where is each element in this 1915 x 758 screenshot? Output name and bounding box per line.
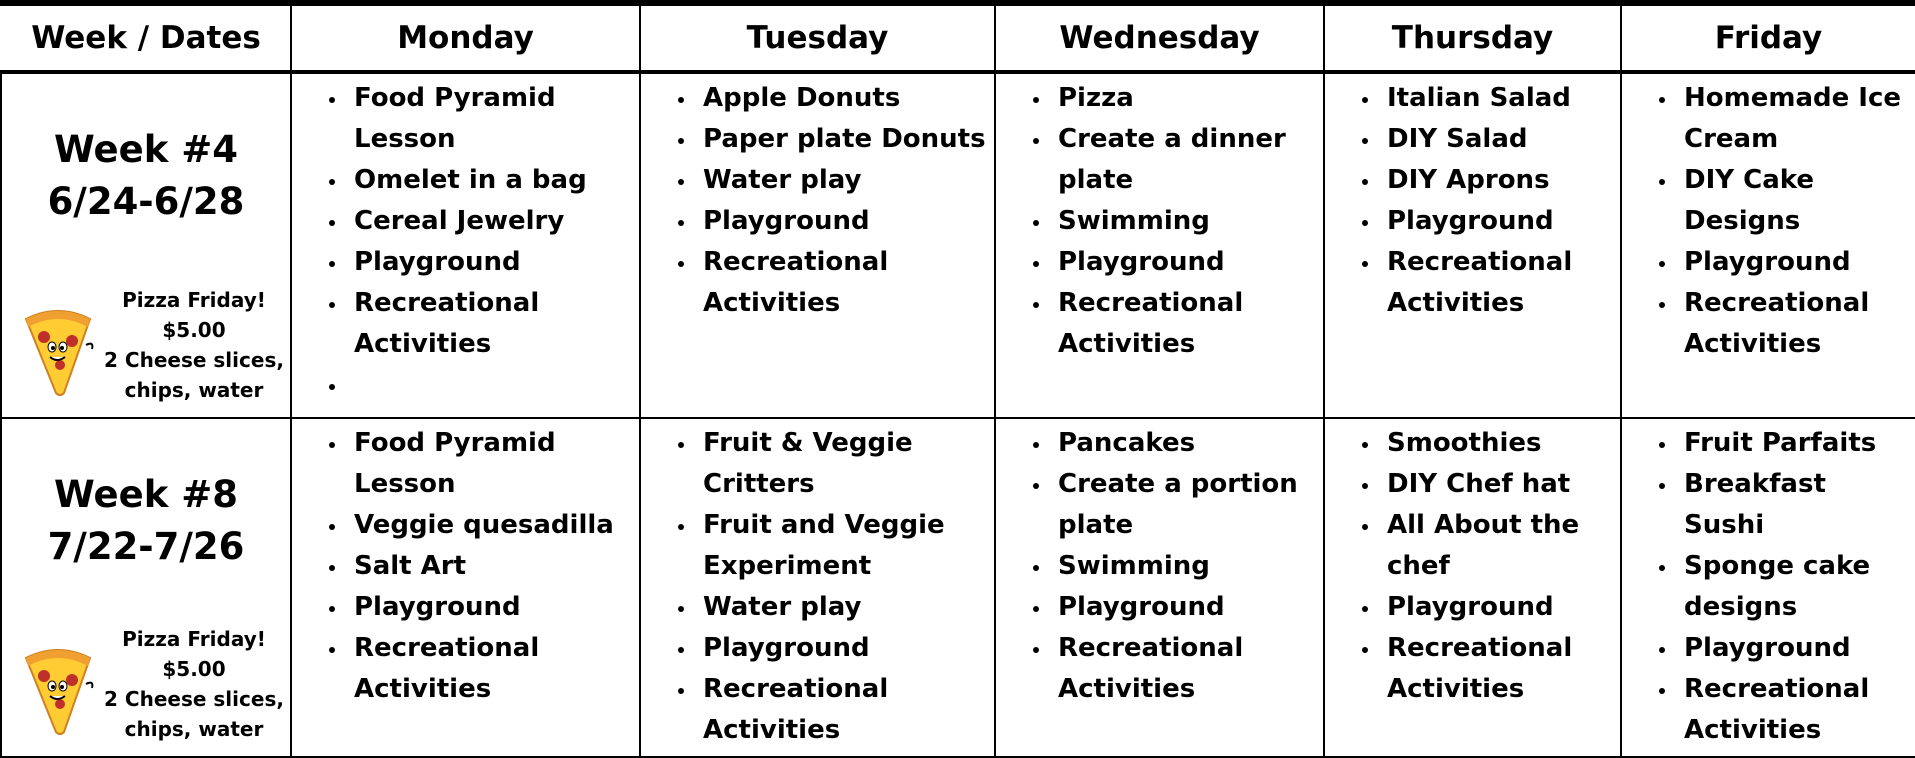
pizza-friday-note — [20, 279, 290, 411]
activity-item: • Italian Salad — [1381, 78, 1620, 119]
activity-item: • Swimming — [1052, 201, 1323, 242]
activity-item: • Recreational Activities — [1678, 669, 1915, 751]
activity-item: • Playground — [1678, 628, 1915, 669]
activity-item: • Playground — [697, 628, 994, 669]
activity-item: • Cereal Jewelry — [348, 201, 639, 242]
activity-list — [292, 423, 639, 710]
pizza-friday-note — [20, 618, 290, 750]
activity-item: • Playground — [1381, 201, 1620, 242]
activity-item: • Smoothies — [1381, 423, 1620, 464]
header-week-dates: Week / Dates — [1, 3, 291, 72]
week-row — [1, 72, 1915, 417]
week-cell — [1, 418, 291, 757]
activity-item: • DIY Aprons — [1381, 160, 1620, 201]
activity-item: • Salt Art — [348, 546, 639, 587]
activity-item: • Pizza — [1052, 78, 1323, 119]
activity-item: • Recreational Activities — [1381, 628, 1620, 710]
header-thursday: Thursday — [1324, 3, 1621, 72]
pizza-line-2: $5.00 — [162, 657, 226, 681]
week-dates: 6/24-6/28 — [47, 180, 245, 224]
activity-item: • Recreational Activities — [1381, 242, 1620, 324]
header-monday: Monday — [291, 3, 640, 72]
activity-item: • DIY Chef hat — [1381, 464, 1620, 505]
activity-item-empty — [348, 365, 639, 406]
activity-item: • Playground — [348, 242, 639, 283]
thursday-cell — [1324, 72, 1621, 417]
activity-item: • Fruit and Veggie Experiment — [697, 505, 994, 587]
friday-cell — [1621, 418, 1915, 757]
activity-item: • Playground — [348, 587, 639, 628]
week-number: Week #8 — [54, 472, 238, 516]
header-tuesday: Tuesday — [640, 3, 995, 72]
activity-item: • All About the chef — [1381, 505, 1620, 587]
thursday-cell — [1324, 418, 1621, 757]
activity-item: • Playground — [697, 201, 994, 242]
activity-item: • DIY Cake Designs — [1678, 160, 1915, 242]
activity-item: • Recreational Activities — [1052, 628, 1323, 710]
activity-item: • Recreational Activities — [697, 242, 994, 324]
activity-list — [292, 78, 639, 406]
activity-list — [1622, 423, 1915, 751]
activity-item: • Veggie quesadilla — [348, 505, 639, 546]
activity-item: • Water play — [697, 160, 994, 201]
week-number: Week #4 — [54, 128, 238, 172]
activity-item: • Fruit Parfaits — [1678, 423, 1915, 464]
activity-item: • Apple Donuts — [697, 78, 994, 119]
activity-item: • Playground — [1381, 587, 1620, 628]
activity-item: • Recreational Activities — [697, 669, 994, 751]
activity-item: • Food Pyramid Lesson — [348, 423, 639, 505]
activity-item: • Playground — [1678, 242, 1915, 283]
activity-item: • Recreational Activities — [348, 628, 639, 710]
activity-item: • Recreational Activities — [1052, 283, 1323, 365]
week-dates: 7/22-7/26 — [47, 524, 245, 568]
pizza-slice-icon — [20, 640, 96, 736]
tuesday-cell — [640, 72, 995, 417]
activity-item: • Playground — [1052, 242, 1323, 283]
activity-item: • DIY Salad — [1381, 119, 1620, 160]
activity-list — [641, 423, 994, 751]
activity-item: • Omelet in a bag — [348, 160, 639, 201]
activity-list — [641, 78, 994, 324]
header-row — [1, 3, 1915, 72]
week-title — [2, 469, 290, 573]
activity-item: • Fruit & Veggie Critters — [697, 423, 994, 505]
pizza-line-1: Pizza Friday! — [122, 287, 266, 312]
monday-cell — [291, 418, 640, 757]
pizza-slice-icon — [20, 301, 96, 397]
header-wednesday: Wednesday — [995, 3, 1324, 72]
activity-item: • Homemade Ice Cream — [1678, 78, 1915, 160]
pizza-friday-text — [94, 624, 294, 744]
activity-item: • Pancakes — [1052, 423, 1323, 464]
activity-item: • Recreational Activities — [1678, 283, 1915, 365]
activity-list — [1325, 423, 1620, 710]
wednesday-cell — [995, 418, 1324, 757]
activity-list — [996, 423, 1323, 710]
activity-item: • Create a dinner plate — [1052, 119, 1323, 201]
wednesday-cell — [995, 72, 1324, 417]
week-cell — [1, 72, 291, 417]
activity-list — [1622, 78, 1915, 365]
pizza-friday-text — [94, 285, 294, 405]
activity-list — [996, 78, 1323, 365]
header-friday: Friday — [1621, 3, 1915, 72]
activity-item: • Playground — [1052, 587, 1323, 628]
pizza-line-4: chips, water — [124, 377, 264, 402]
week-title — [2, 124, 290, 228]
pizza-line-3: 2 Cheese slices, — [104, 687, 284, 711]
activity-item: • Breakfast Sushi — [1678, 464, 1915, 546]
friday-cell — [1621, 72, 1915, 417]
pizza-line-4: chips, water — [124, 717, 264, 741]
week-row — [1, 418, 1915, 757]
activity-item: • Swimming — [1052, 546, 1323, 587]
pizza-line-3: 2 Cheese slices, — [104, 347, 284, 372]
activity-item: • Water play — [697, 587, 994, 628]
pizza-line-2: $5.00 — [162, 317, 226, 342]
activity-item: • Recreational Activities — [348, 283, 639, 365]
tuesday-cell — [640, 418, 995, 757]
activity-item: • Create a portion plate — [1052, 464, 1323, 546]
activity-item: • Sponge cake designs — [1678, 546, 1915, 628]
activity-item: • Food Pyramid Lesson — [348, 78, 639, 160]
activity-item: • Paper plate Donuts — [697, 119, 994, 160]
monday-cell — [291, 72, 640, 417]
pizza-line-1: Pizza Friday! — [122, 627, 266, 651]
activity-list — [1325, 78, 1620, 324]
